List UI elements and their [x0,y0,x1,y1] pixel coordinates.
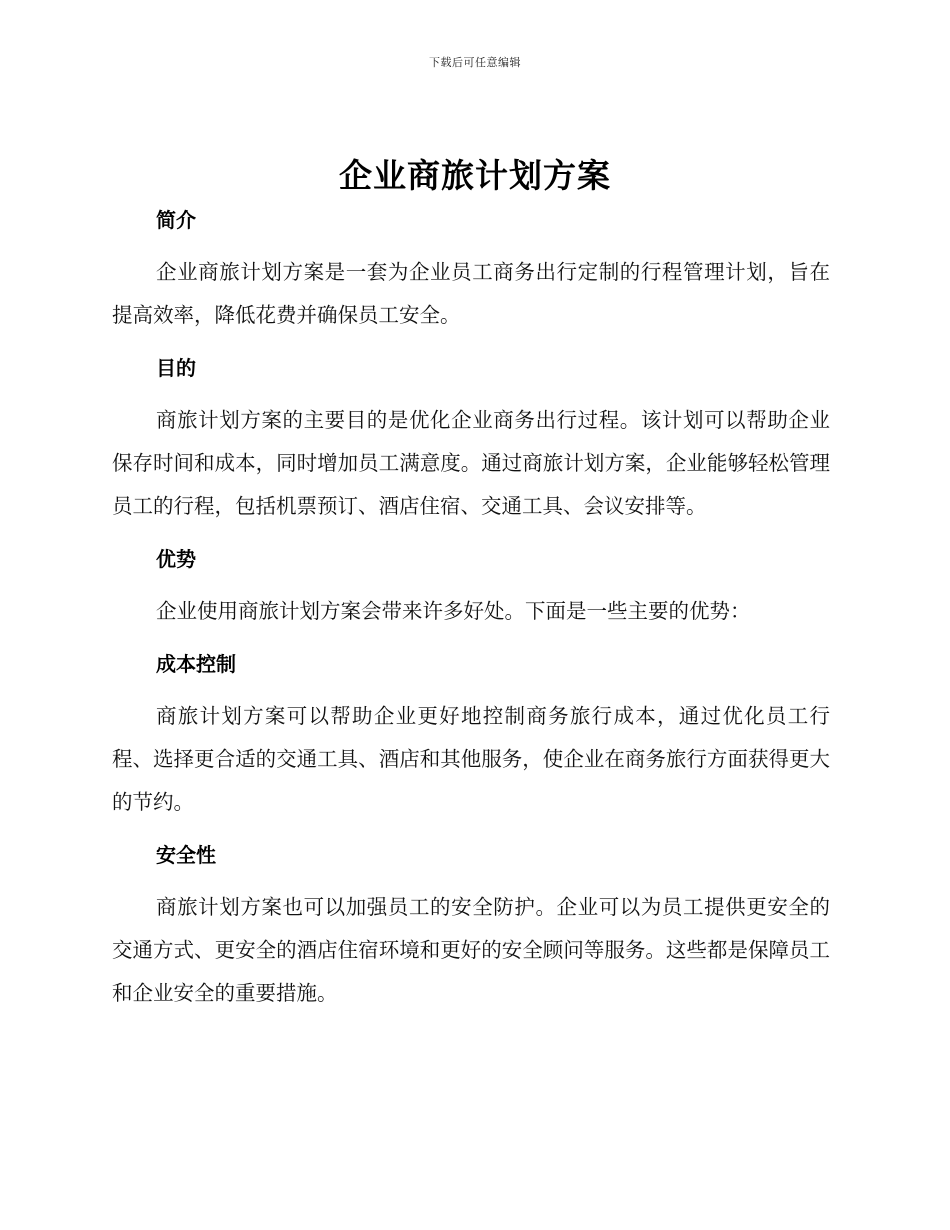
section-safety [112,838,830,1015]
document-body [112,203,830,1015]
section-heading: 优势 [156,547,196,571]
section-paragraph: 商旅计划方案也可以加强员工的安全防护。企业可以为员工提供更安全的交通方式、更安全的酒店住宿环境和更好的安全顾问等服务。这些都是保障员工和企业安全的重要措施。 [112,895,830,1005]
page-header-note: 下载后可任意编辑 [429,56,521,69]
section-cost-control [112,647,830,838]
section-heading: 目的 [156,356,196,380]
section-heading: 简介 [156,208,196,232]
section-paragraph: 商旅计划方案的主要目的是优化企业商务出行过程。该计划可以帮助企业保存时间和成本，同时增加员工满意度。通过商旅计划方案，企业能够轻松管理员工的行程，包括机票预订、酒店住宿、交通工具、会议安排等。 [112,408,830,518]
section-heading: 安全性 [156,843,216,867]
document-title: 企业商旅计划方案 [339,156,611,195]
section-heading: 成本控制 [156,652,236,676]
section-purpose [112,351,830,542]
section-paragraph: 企业使用商旅计划方案会带来许多好处。下面是一些主要的优势： [156,599,751,623]
section-advantages [112,542,830,647]
section-paragraph: 商旅计划方案可以帮助企业更好地控制商务旅行成本，通过优化员工行程、选择更合适的交通工具、酒店和其他服务，使企业在商务旅行方面获得更大的节约。 [112,704,830,814]
section-intro [112,203,830,351]
section-paragraph: 企业商旅计划方案是一套为企业员工商务出行定制的行程管理计划，旨在提高效率，降低花费并确保员工安全。 [112,260,830,327]
